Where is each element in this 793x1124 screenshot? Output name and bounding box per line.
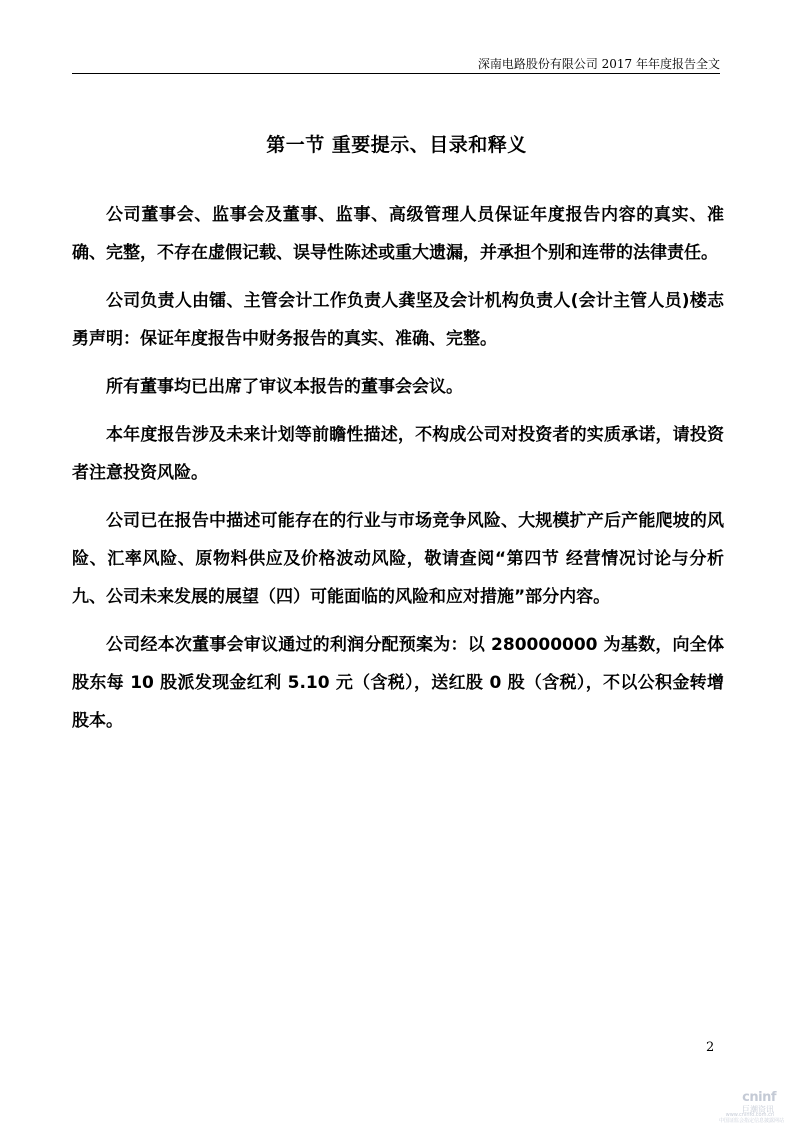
watermark-org: 中国证监会指定信息披露网站: [718, 1118, 784, 1124]
paragraph-forward-looking: 本年度报告涉及未来计划等前瞻性描述，不构成公司对投资者的实质承诺，请投资者注意投资风险。: [72, 425, 724, 483]
page-number: 2: [706, 1040, 715, 1055]
watermark-sub: 巨潮资讯: [742, 1105, 774, 1114]
page-header: [72, 53, 720, 74]
header-text: 深南电路股份有限公司 2017 年年度报告全文: [477, 57, 720, 71]
paragraph-attendance: 所有董事均已出席了审议本报告的董事会会议。: [106, 377, 463, 397]
cninf-watermark: [704, 1090, 784, 1122]
paragraph-responsibility: 公司董事会、监事会及董事、监事、高级管理人员保证年度报告内容的真实、准确、完整，不存在虚假记载、误导性陈述或重大遗漏，并承担个别和连带的法律责任。: [72, 205, 724, 263]
paragraph-dividend: 公司经本次董事会审议通过的利润分配预案为：以 280000000 为基数，向全体股东每 10 股派发现金红利 5.10 元（含税），送红股 0 股（含税），不以公积金转增股本。: [72, 635, 724, 731]
paragraph-statement: 公司负责人由镭、主管会计工作负责人龚坚及会计机构负责人(会计主管人员)楼志勇声明：保证年度报告中财务报告的真实、准确、完整。: [72, 291, 724, 349]
section-title: 第一节 重要提示、目录和释义: [266, 134, 527, 156]
main-content: [72, 196, 724, 750]
watermark-logo: cninf: [742, 1090, 776, 1105]
watermark-url: www.cninfo.com.cn: [725, 1112, 774, 1118]
paragraph-risks: 公司已在报告中描述可能存在的行业与市场竞争风险、大规模扩产后产能爬坡的风险、汇率风险、原物料供应及价格波动风险，敬请查阅“第四节 经营情况讨论与分析 九、公司未来发展的展望（四）可能面临的风险和应对措施”部分内容。: [72, 511, 724, 607]
